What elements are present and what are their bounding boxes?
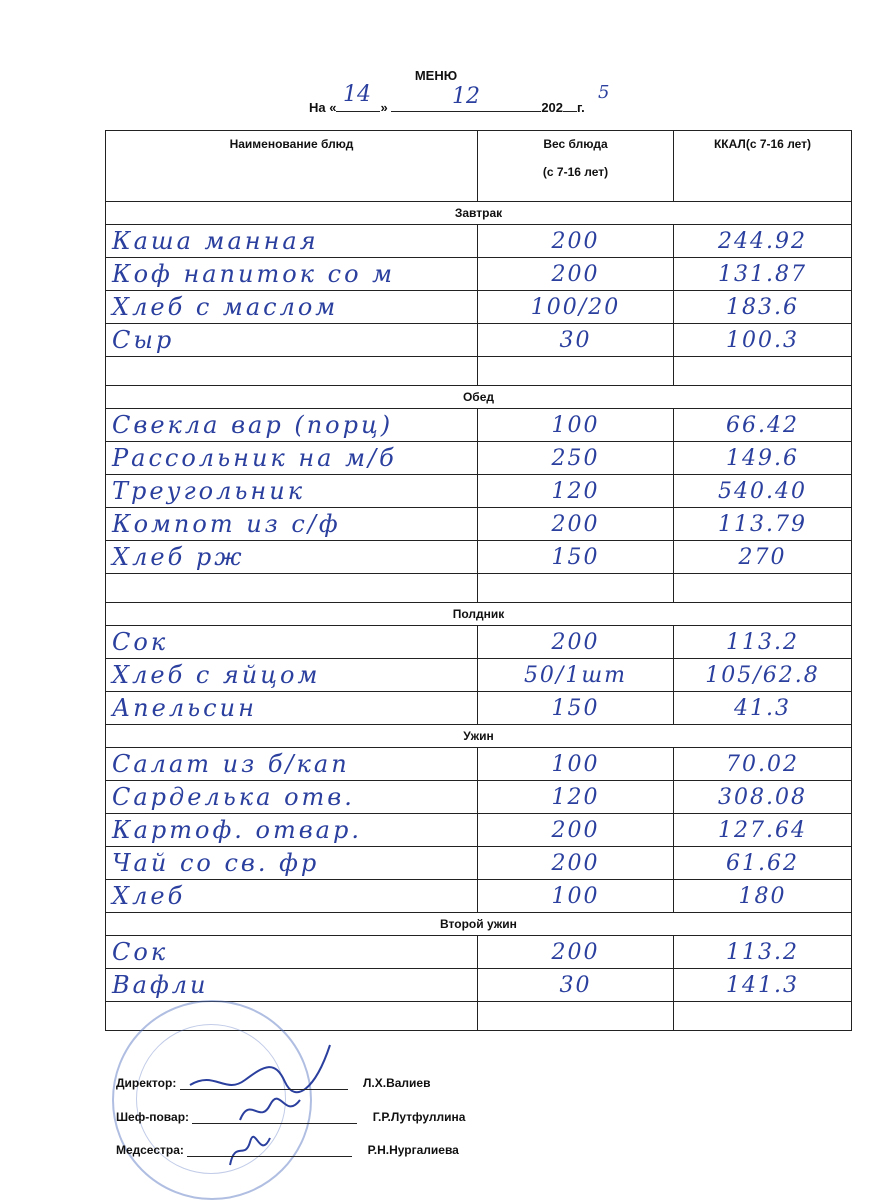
empty-cell: [106, 357, 478, 386]
dish-weight: 120: [478, 781, 674, 814]
column-header-kcal: ККАЛ(с 7-16 лет): [674, 131, 852, 202]
empty-cell: [478, 574, 674, 603]
empty-cell: [674, 1002, 852, 1031]
dish-name: Свекла вар (порц): [106, 409, 478, 442]
date-end: г.: [577, 100, 585, 115]
signature-director: [116, 1076, 430, 1090]
section-title: Второй ужин: [106, 913, 852, 936]
signature-line: [187, 1156, 352, 1157]
dish-kcal: 244.92: [674, 225, 852, 258]
dish-name: Каша манная: [106, 225, 478, 258]
dish-kcal: 141.3: [674, 969, 852, 1002]
date-prefix: На «: [309, 100, 337, 115]
section-row: [106, 202, 852, 225]
section-title: Обед: [106, 386, 852, 409]
dish-name: Картоф. отвар.: [106, 814, 478, 847]
table-row: [106, 880, 852, 913]
table-row: [106, 291, 852, 324]
handwritten-year-digit: 5: [598, 82, 610, 103]
dish-kcal: 149.6: [674, 442, 852, 475]
dish-weight: 200: [478, 258, 674, 291]
table-row: [106, 409, 852, 442]
section-row: [106, 725, 852, 748]
section-row: [106, 386, 852, 409]
table-row: [106, 814, 852, 847]
dish-name: Вафли: [106, 969, 478, 1002]
signature-name: Р.Н.Нургалиева: [367, 1143, 459, 1157]
dish-name: Сок: [106, 936, 478, 969]
empty-cell: [478, 357, 674, 386]
section-row: [106, 913, 852, 936]
dish-kcal: 127.64: [674, 814, 852, 847]
table-row: [106, 626, 852, 659]
handwritten-day: 14: [343, 82, 371, 107]
handwritten-month: 12: [452, 84, 480, 109]
dish-weight: 30: [478, 969, 674, 1002]
section-row: [106, 603, 852, 626]
dish-kcal: 540.40: [674, 475, 852, 508]
dish-weight: 100: [478, 748, 674, 781]
signature-name: Л.Х.Валиев: [363, 1076, 431, 1090]
menu-table: [105, 130, 852, 1031]
dish-name: Апельсин: [106, 692, 478, 725]
section-title: Завтрак: [106, 202, 852, 225]
table-row: [106, 659, 852, 692]
table-header-row: [106, 131, 852, 202]
dish-kcal: 113.79: [674, 508, 852, 541]
table-row: [106, 936, 852, 969]
column-header-weight: [478, 131, 674, 202]
dish-kcal: 41.3: [674, 692, 852, 725]
day-blank: [336, 111, 380, 112]
weight-header-line2: (с 7-16 лет): [542, 165, 609, 179]
dish-kcal: 113.2: [674, 936, 852, 969]
signature-line: [180, 1089, 348, 1090]
dish-weight: 50/1шт: [478, 659, 674, 692]
dish-name: Сок: [106, 626, 478, 659]
year-blank: [563, 111, 577, 112]
signature-chef: [116, 1110, 465, 1124]
empty-cell: [478, 1002, 674, 1031]
dish-weight: 200: [478, 225, 674, 258]
table-row: [106, 324, 852, 357]
dish-name: Салат из б/кап: [106, 748, 478, 781]
dish-kcal: 66.42: [674, 409, 852, 442]
empty-cell: [674, 357, 852, 386]
dish-name: Коф напиток со м: [106, 258, 478, 291]
dish-kcal: 270: [674, 541, 852, 574]
dish-kcal: 113.2: [674, 626, 852, 659]
dish-weight: 200: [478, 936, 674, 969]
dish-name: Треугольник: [106, 475, 478, 508]
signature-nurse: [116, 1143, 459, 1157]
dish-name: Чай со св. фр: [106, 847, 478, 880]
signature-name: Г.Р.Лутфуллина: [372, 1110, 466, 1124]
dish-weight: 200: [478, 847, 674, 880]
signature-role: Директор:: [116, 1076, 177, 1090]
dish-weight: 100/20: [478, 291, 674, 324]
dish-name: Хлеб с маслом: [106, 291, 478, 324]
dish-kcal: 100.3: [674, 324, 852, 357]
empty-row: [106, 357, 852, 386]
dish-weight: 120: [478, 475, 674, 508]
table-row: [106, 475, 852, 508]
dish-weight: 250: [478, 442, 674, 475]
dish-kcal: 70.02: [674, 748, 852, 781]
dish-name: Хлеб: [106, 880, 478, 913]
dish-weight: 30: [478, 324, 674, 357]
empty-cell: [674, 574, 852, 603]
date-mid: »: [380, 100, 388, 115]
dish-kcal: 131.87: [674, 258, 852, 291]
column-header-name: Наименование блюд: [106, 131, 478, 202]
dish-weight: 200: [478, 814, 674, 847]
dish-weight: 200: [478, 626, 674, 659]
date-suffix: 202: [541, 100, 564, 115]
dish-kcal: 105/62.8: [674, 659, 852, 692]
dish-kcal: 308.08: [674, 781, 852, 814]
dish-kcal: 183.6: [674, 291, 852, 324]
dish-name: Сыр: [106, 324, 478, 357]
signature-line: [192, 1123, 357, 1124]
weight-header-line1: Вес блюда: [543, 137, 608, 151]
signature-role: Медсестра:: [116, 1143, 184, 1157]
dish-weight: 150: [478, 692, 674, 725]
section-title: Полдник: [106, 603, 852, 626]
document-title: МЕНЮ: [414, 68, 458, 83]
dish-name: Рассольник на м/б: [106, 442, 478, 475]
table-row: [106, 225, 852, 258]
dish-name: Хлеб рж: [106, 541, 478, 574]
table-row: [106, 508, 852, 541]
table-row: [106, 258, 852, 291]
month-blank: [391, 111, 541, 112]
dish-weight: 200: [478, 508, 674, 541]
dish-weight: 100: [478, 880, 674, 913]
table-row: [106, 442, 852, 475]
section-title: Ужин: [106, 725, 852, 748]
empty-row: [106, 574, 852, 603]
dish-name: Компот из с/ф: [106, 508, 478, 541]
table-row: [106, 847, 852, 880]
dish-name: Хлеб с яйцом: [106, 659, 478, 692]
dish-kcal: 180: [674, 880, 852, 913]
dish-weight: 100: [478, 409, 674, 442]
dish-name: Сарделька отв.: [106, 781, 478, 814]
table-row: [106, 781, 852, 814]
table-row: [106, 748, 852, 781]
table-row: [106, 692, 852, 725]
empty-cell: [106, 574, 478, 603]
dish-kcal: 61.62: [674, 847, 852, 880]
dish-weight: 150: [478, 541, 674, 574]
table-row: [106, 969, 852, 1002]
table-row: [106, 541, 852, 574]
signature-role: Шеф-повар:: [116, 1110, 190, 1124]
